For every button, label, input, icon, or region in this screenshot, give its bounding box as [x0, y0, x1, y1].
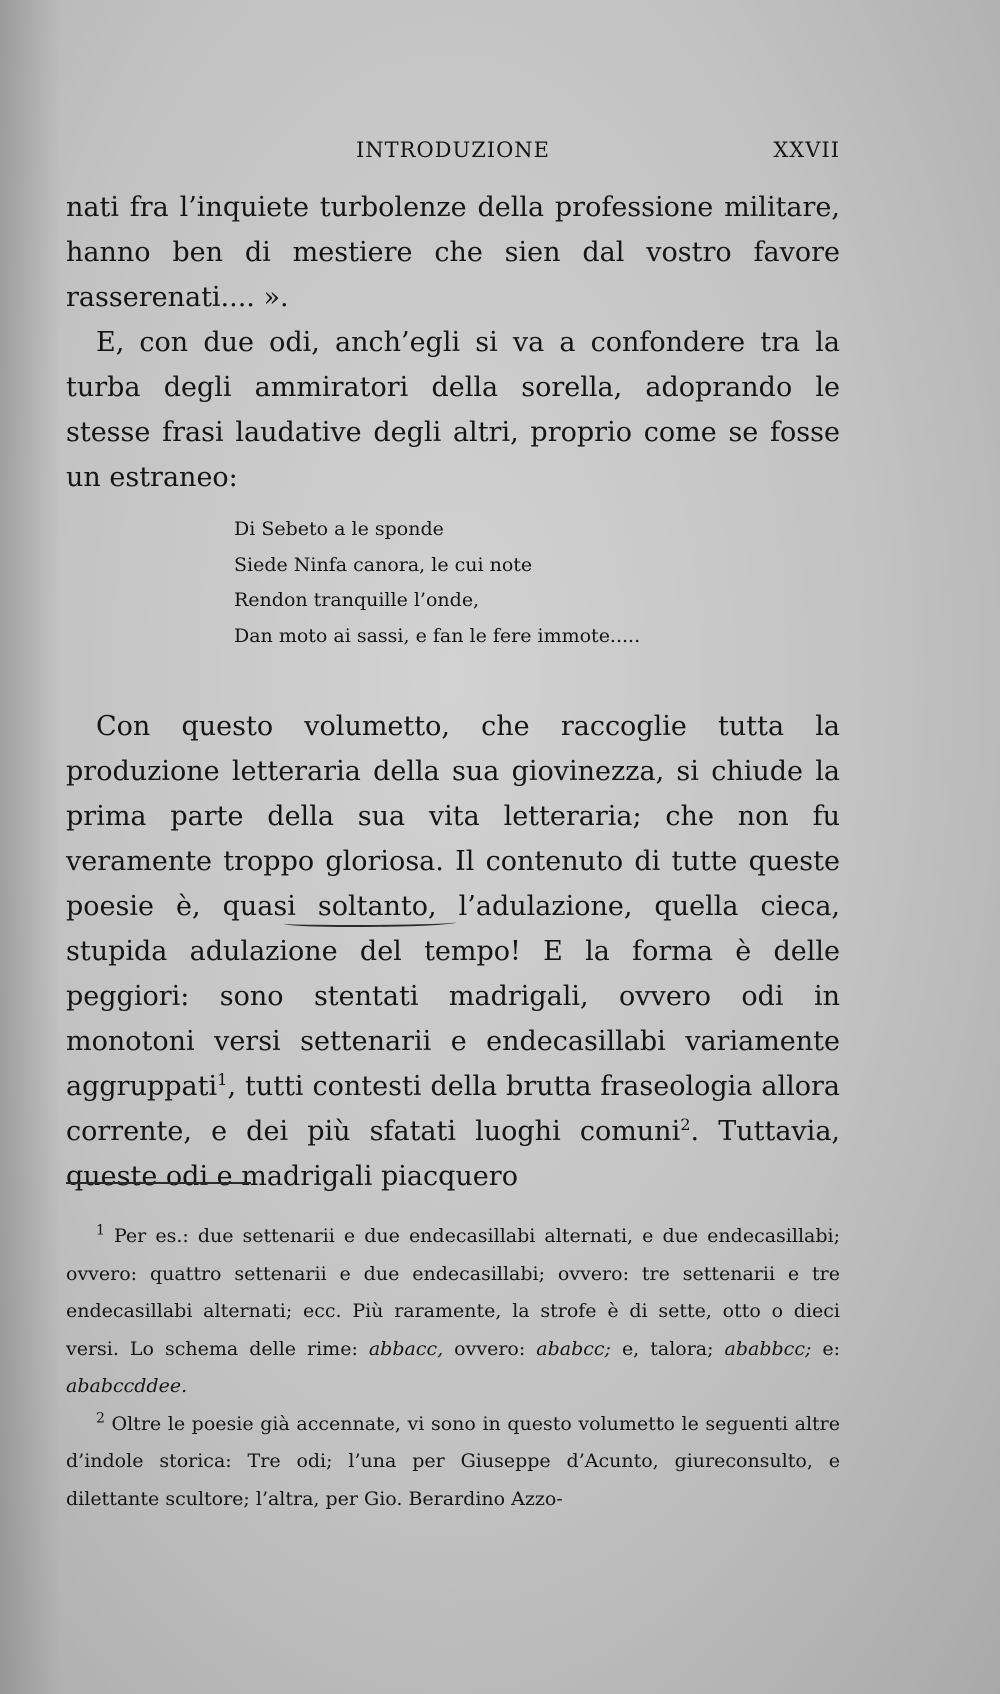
rhyme-scheme: ababbcc;: [724, 1337, 812, 1360]
poem-quotation: [234, 512, 640, 654]
footnote-text: Per es.: due settenarii e due endecasillabi alternati, e due endecasillabi; ovvero: quattro settenarii e due endecasillabi; ovvero: tre settenarii e tre endecasillabi alternati; ecc. Più raramente, la strofe è di sette, otto o dieci versi. Lo schema delle rime:: [66, 1225, 840, 1360]
poem-line: Dan moto ai sassi, e fan le fere immote.....: [234, 624, 641, 647]
footnote-text: e, talora;: [610, 1337, 725, 1360]
running-title: INTRODUZIONE: [355, 138, 551, 162]
footnote-reference[interactable]: 2: [680, 1115, 691, 1134]
footnote-1: [66, 1218, 840, 1406]
paragraph-volume: [66, 704, 840, 1199]
rhyme-scheme: abbacc,: [368, 1337, 444, 1360]
poem-line: Di Sebeto a le sponde: [234, 518, 444, 540]
main-paragraph: [66, 704, 840, 1199]
rhyme-scheme: ababccddee.: [66, 1375, 188, 1397]
continued-text: [66, 185, 840, 500]
page-header: [66, 138, 840, 172]
rhyme-scheme: ababcc;: [536, 1337, 611, 1360]
poem-line: Rendon tranquille l’onde,: [234, 589, 480, 611]
footnote-mark: 1: [96, 1222, 105, 1239]
paragraph-text: . Tuttavia, queste odi e madrigali piacquero: [66, 1116, 840, 1192]
paragraph-odes: E, con due odi, anch’egli si va a confondere tra la turba degli ammiratori della sorella, adoprando le stesse frasi laudative degli altri, proprio come se fosse un estraneo:: [66, 327, 840, 493]
footnote-text: e:: [811, 1337, 841, 1360]
footnote-separator: [66, 1182, 251, 1184]
footnote-text: ovvero:: [443, 1337, 537, 1360]
footnote-text: Oltre le poesie già accennate, vi sono in questo volumetto le seguenti altre d’indole storica: Tre odi; l’una per Giuseppe d’Acunto, giureconsulto, e dilettante scultore; l’altra, per Gio. Berardino Azzo-: [66, 1412, 840, 1510]
poem-line: Siede Ninfa canora, le cui note: [234, 553, 533, 576]
footnote-reference[interactable]: 1: [217, 1070, 228, 1089]
footnotes: [66, 1218, 840, 1518]
footnote-mark: 2: [96, 1410, 105, 1427]
paragraph-text: , tutti contesti della brutta fraseologia allora corrente, e dei più sfatati luoghi comuni: [66, 1071, 840, 1147]
footnote-2: [66, 1406, 840, 1519]
paragraph-text: Con questo volumetto, che raccoglie tutta la produzione letteraria della sua giovinezza, si chiude la prima parte della sua vita letteraria; che non fu veramente troppo gloriosa. Il contenuto di tutte queste poesie è, quasi soltanto, l’adulazione, quella cieca, stupida adulazione del tempo! E la forma è delle peggiori: sono stentati madrigali, ovvero odi in monotoni versi settenarii e endecasillabi variamente aggruppati: [66, 711, 840, 1102]
paragraph-continuation: nati fra l’inquiete turbolenze della professione militare, hanno ben di mestiere che sien dal vostro favore rasserenati.... ».: [66, 192, 840, 313]
page-number: XXVII: [773, 138, 840, 162]
